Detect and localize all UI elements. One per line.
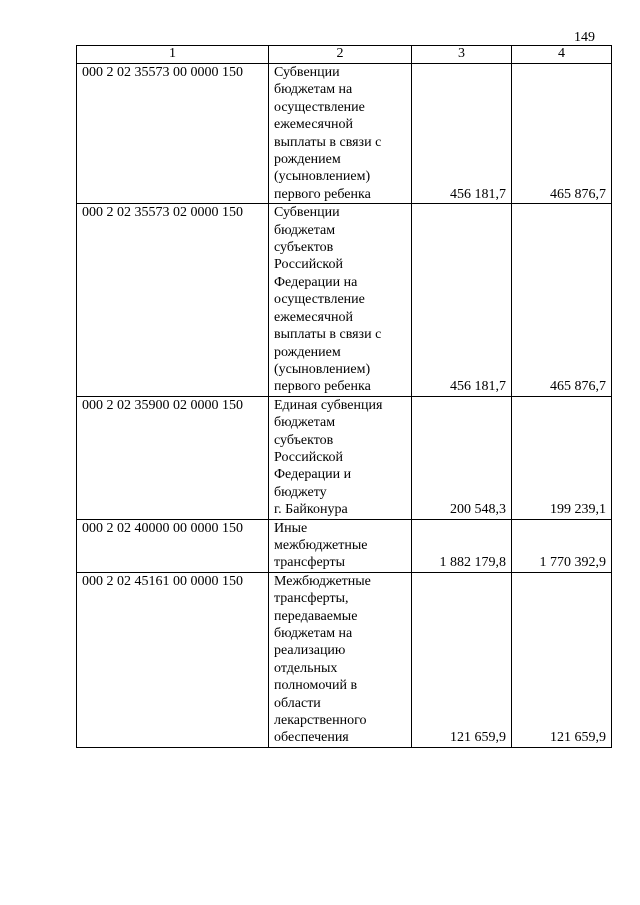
budget-item-name-line: межбюджетные (274, 537, 368, 553)
budget-item-name-line: области (274, 695, 321, 711)
table-row (77, 396, 612, 519)
table-row (77, 204, 612, 396)
budget-item-name-line: полномочий в (274, 678, 358, 694)
budget-table (76, 45, 612, 748)
column-header-4: 4 (512, 46, 612, 64)
column-header-1: 1 (77, 46, 269, 64)
amount-column-4-cell: 199 239,1 (512, 396, 612, 519)
budget-item-name-line: Федерации на (274, 274, 358, 290)
budget-item-name-line: Федерации и (274, 467, 352, 483)
budget-code-cell: 000 2 02 40000 00 0000 150 (77, 519, 269, 572)
budget-item-name-line: передаваемые (274, 608, 358, 624)
budget-item-name-line: выплаты в связи с (274, 134, 382, 150)
budget-item-name-line: обеспечения (274, 730, 349, 746)
budget-item-name-line: отдельных (274, 660, 338, 676)
budget-item-name-line: Субвенции (274, 65, 340, 80)
budget-item-name-line: г. Байконура (274, 502, 348, 518)
budget-item-name-line: трансферты, (274, 591, 349, 607)
amount-column-4-cell: 121 659,9 (512, 572, 612, 747)
budget-item-name-line: лекарственного (274, 713, 367, 729)
budget-code-cell: 000 2 02 35900 02 0000 150 (77, 396, 269, 519)
amount-column-4-cell: 465 876,7 (512, 204, 612, 396)
budget-item-name-line: Межбюджетные (274, 573, 371, 589)
budget-item-name-line: осуществление (274, 99, 365, 115)
amount-column-4-cell: 1 770 392,9 (512, 519, 612, 572)
table-row (77, 572, 612, 747)
budget-item-name-cell (269, 519, 412, 572)
budget-item-name-line: Российской (274, 257, 343, 273)
column-header-2: 2 (269, 46, 412, 64)
budget-code-cell: 000 2 02 45161 00 0000 150 (77, 572, 269, 747)
budget-item-name-line: ежемесячной (274, 309, 354, 325)
table-body (77, 64, 612, 748)
budget-item-name-line: первого ребенка (274, 379, 371, 395)
budget-item-name-line: (усыновлением) (274, 361, 371, 377)
budget-item-name-line: Субвенции (274, 205, 340, 221)
budget-item-name-line: трансферты (274, 555, 346, 571)
budget-code-cell: 000 2 02 35573 00 0000 150 (77, 64, 269, 204)
budget-item-name-line: рождением (274, 344, 341, 360)
budget-item-name-line: выплаты в связи с (274, 327, 382, 343)
budget-item-name-line: рождением (274, 152, 341, 168)
amount-column-4-cell: 465 876,7 (512, 64, 612, 204)
amount-column-3-cell: 121 659,9 (412, 572, 512, 747)
amount-column-3-cell: 456 181,7 (412, 204, 512, 396)
budget-item-name-line: субъектов (274, 240, 334, 256)
budget-item-name-cell (269, 572, 412, 747)
budget-code-cell: 000 2 02 35573 02 0000 150 (77, 204, 269, 396)
table-header-row (77, 46, 612, 64)
budget-item-name-line: бюджетам (274, 415, 336, 431)
budget-item-name-line: субъектов (274, 432, 334, 448)
amount-column-3-cell: 456 181,7 (412, 64, 512, 204)
page-number: 149 (574, 30, 595, 45)
budget-item-name-line: бюджетам (274, 222, 336, 238)
amount-column-3-cell: 200 548,3 (412, 396, 512, 519)
budget-item-name-cell (269, 204, 412, 396)
budget-item-name-line: ежемесячной (274, 117, 354, 133)
budget-item-name-line: Российской (274, 449, 343, 465)
budget-item-name-cell (269, 396, 412, 519)
budget-item-name-line: бюджетам на (274, 82, 353, 98)
column-header-3: 3 (412, 46, 512, 64)
budget-item-name-cell (269, 64, 412, 204)
budget-item-name-line: осуществление (274, 292, 365, 308)
amount-column-3-cell: 1 882 179,8 (412, 519, 512, 572)
budget-item-name-line: первого ребенка (274, 186, 371, 202)
budget-item-name-line: Единая субвенция (274, 397, 383, 413)
budget-item-name-line: Иные (274, 520, 308, 536)
budget-item-name-line: бюджету (274, 484, 327, 500)
budget-item-name-line: бюджетам на (274, 626, 353, 641)
table-row (77, 519, 612, 572)
budget-item-name-line: реализацию (274, 643, 346, 659)
table-row (77, 64, 612, 204)
budget-item-name-line: (усыновлением) (274, 169, 371, 185)
